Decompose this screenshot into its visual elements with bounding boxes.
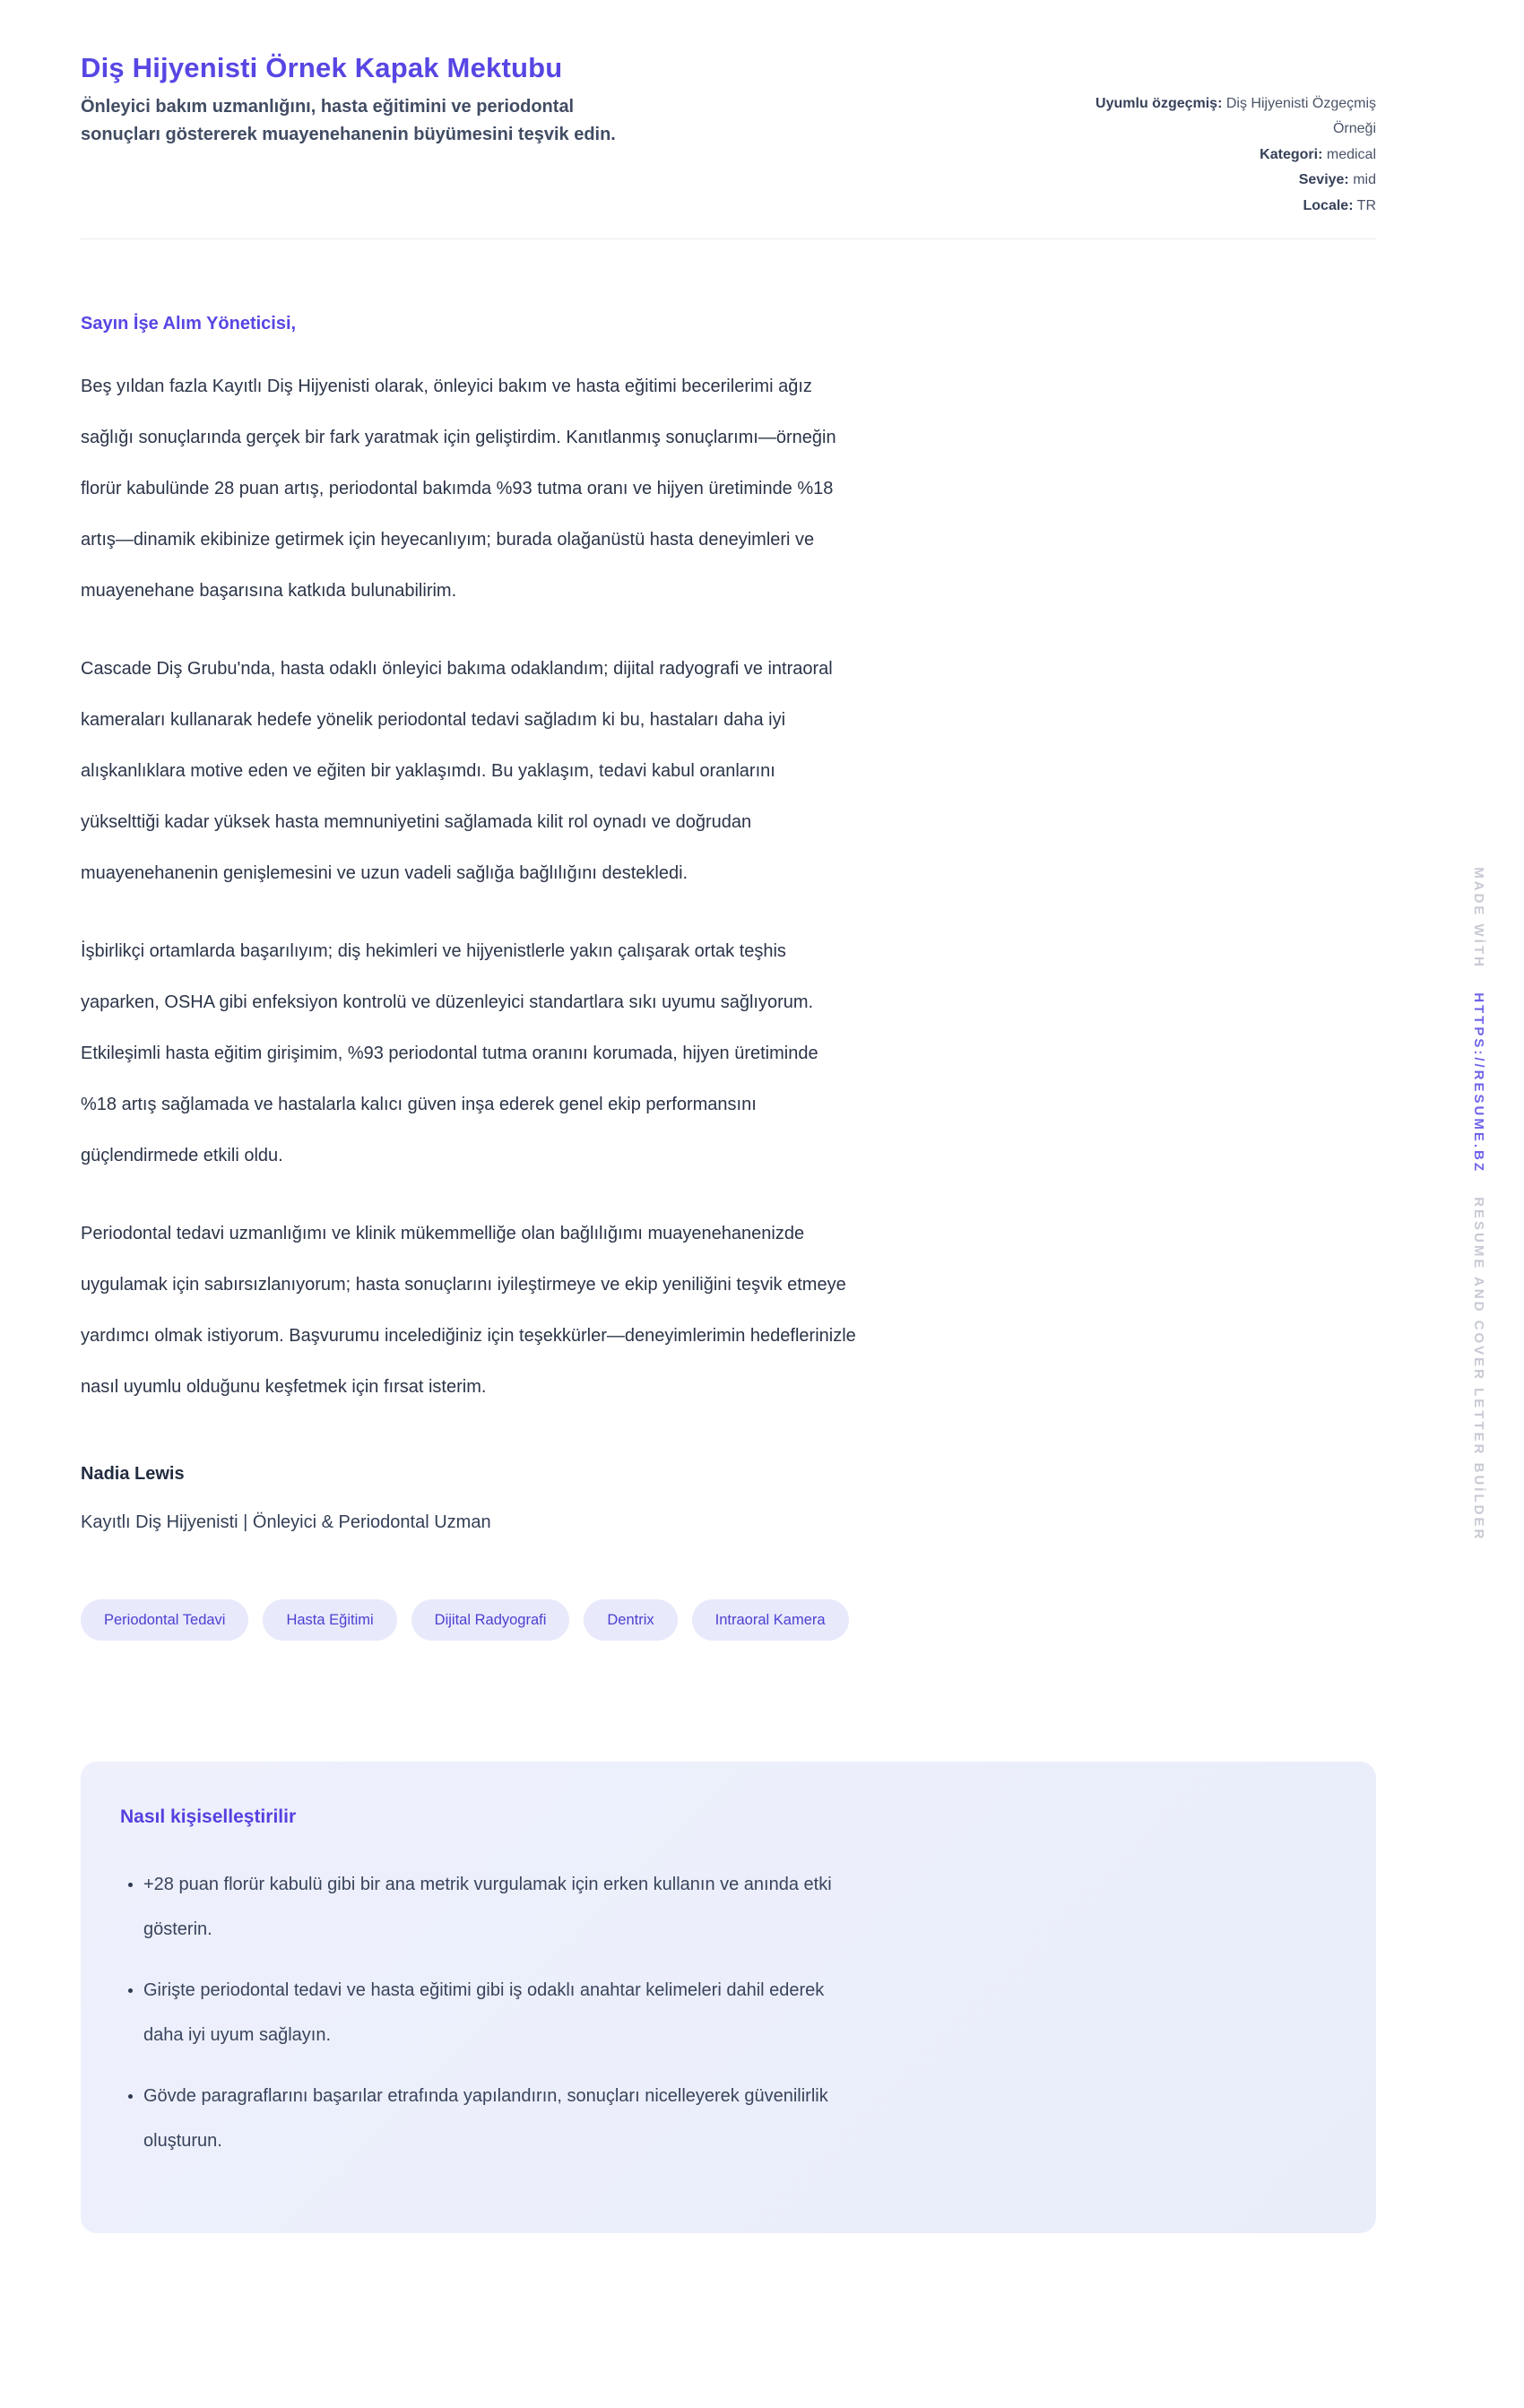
- signature-title: Kayıtlı Diş Hijyenisti | Önleyici & Periodontal Uzman: [81, 1512, 491, 1533]
- howto-item-text: Gövde paragraflarını başarılar etrafında yapılandırın, sonuçları nicelleyerek güvenilirlik oluşturun.: [143, 2085, 828, 2151]
- meta-label: Uyumlu özgeçmiş:: [1095, 96, 1223, 111]
- meta-value: medical: [1326, 146, 1376, 162]
- meta-value: TR: [1356, 197, 1376, 213]
- meta-locale: [1076, 194, 1376, 219]
- meta-value: Diş Hijyenisti Özgeçmiş Örneği: [1225, 96, 1376, 137]
- page-header: [81, 50, 1376, 219]
- tag-periodontal-tedavi[interactable]: Periodontal Tedavi: [81, 1599, 248, 1641]
- page-title: Diş Hijyenisti Örnek Kapak Mektubu: [81, 52, 563, 83]
- letter-salutation: Sayın İşe Alım Yöneticisi,: [81, 314, 297, 334]
- howto-item-text: +28 puan florür kabulü gibi bir ana metrik vurgulamak için erken kullanın ve anında etki gösterin.: [143, 1874, 832, 1939]
- meta-level: [1076, 168, 1376, 193]
- branding-builder-text: RESUME AND COVER LETTER BUİLDER: [1471, 1196, 1486, 1541]
- meta-label: Kategori:: [1260, 146, 1323, 162]
- signature-name: Nadia Lewis: [81, 1464, 185, 1485]
- tag-hasta-egitimi[interactable]: Hasta Eğitimi: [263, 1599, 396, 1641]
- meta-label: Seviye:: [1298, 172, 1349, 188]
- meta-label: Locale:: [1303, 197, 1354, 213]
- howto-item: [143, 1862, 861, 1952]
- meta-panel: [1076, 91, 1376, 219]
- tag-dijital-radyografi[interactable]: Dijital Radyografi: [411, 1599, 570, 1641]
- howto-item-text: Girişte periodontal tedavi ve hasta eğitimi gibi iş odaklı anahtar kelimeleri dahil ederek daha iyi uyum sağlayın.: [143, 1979, 825, 2045]
- page-subtitle: Önleyici bakım uzmanlığını, hasta eğitimini ve periodontal sonuçları göstererek muayenehanenin büyümesini teşvik edin.: [81, 97, 616, 145]
- letter-paragraph: Periodontal tedavi uzmanlığımı ve klinik mükemmelliğe olan bağlılığımı muayenehanenizde uygulamak için sabırsızlanıyorum; hasta sonuçlarını iyileştirmeye ve ekip yeniliğini teşvik etmeye yardımcı olmak istiyorum. Başvurumu incelediğiniz için teşekkürler—deneyimlerimin hedeflerinizle nasıl uyumlu olduğunu keşfetmek için fırsat isterim.: [81, 1224, 856, 1398]
- branding-strip: [1471, 867, 1486, 1541]
- howto-item: [143, 2074, 861, 2163]
- letter-body: [81, 361, 857, 1413]
- header-divider: [81, 238, 1376, 239]
- tag-list: [81, 1599, 1376, 1641]
- letter-paragraph: Cascade Diş Grubu'nda, hasta odaklı önleyici bakıma odaklandım; dijital radyografi ve intraoral kameraları kullanarak hedefe yönelik periodontal tedavi sağladım ki bu, hastaları daha iyi alışkanlıklara motive eden ve eğiten bir yaklaşımdı. Bu yaklaşım, tedavi kabul oranlarını yükselttiği kadar yüksek hasta memnuniyetini sağlamada kilit rol oynadı ve doğrudan muayenehanenin genişlemesini ve uzun vadeli sağlığa bağlılığını destekledi.: [81, 659, 833, 884]
- meta-value: mid: [1353, 172, 1376, 188]
- letter-paragraph: Beş yıldan fazla Kayıtlı Diş Hijyenisti olarak, önleyici bakım ve hasta eğitimi becerilerimi ağız sağlığı sonuçlarında gerçek bir fark yaratmak için geliştirdim. Kanıtlanmış sonuçlarımı—örneğin florür kabulünde 28 puan artış, periodontal bakımda %93 tutma oranı ve hijyen üretiminde %18 artış—dinamik ekibinize getirmek için heyecanlıyım; burada olağanüstü hasta deneyimleri ve muayenehane başarısına katkıda bulunabilirim.: [81, 377, 836, 602]
- letter-paragraph: İşbirlikçi ortamlarda başarılıyım; diş hekimleri ve hijyenistlerle yakın çalışarak ortak teşhis yaparken, OSHA gibi enfeksiyon kontrolü ve düzenleyici standartlara sıkı uyumu sağlıyorum. Etkileşimli hasta eğitim girişimim, %93 periodontal tutma oranını korumada, hijyen üretiminde %18 artış sağlamada ve hastalarla kalıcı güven inşa ederek genel ekip performansını güçlendirmede etkili oldu.: [81, 941, 818, 1166]
- header-title-block: [81, 50, 628, 149]
- branding-made-with: MADE WİTH: [1471, 867, 1486, 969]
- meta-category: [1076, 143, 1376, 168]
- tag-dentrix[interactable]: Dentrix: [584, 1599, 677, 1641]
- howto-box: [81, 1762, 1376, 2233]
- meta-matching-resume: [1076, 91, 1376, 143]
- tag-intraoral-kamera[interactable]: Intraoral Kamera: [692, 1599, 849, 1641]
- howto-item: [143, 1968, 861, 2057]
- howto-list: [120, 1862, 1333, 2163]
- howto-title: Nasıl kişiselleştirilir: [120, 1806, 297, 1828]
- branding-resume-bz-link[interactable]: HTTPS://RESUME.BZ: [1471, 992, 1486, 1174]
